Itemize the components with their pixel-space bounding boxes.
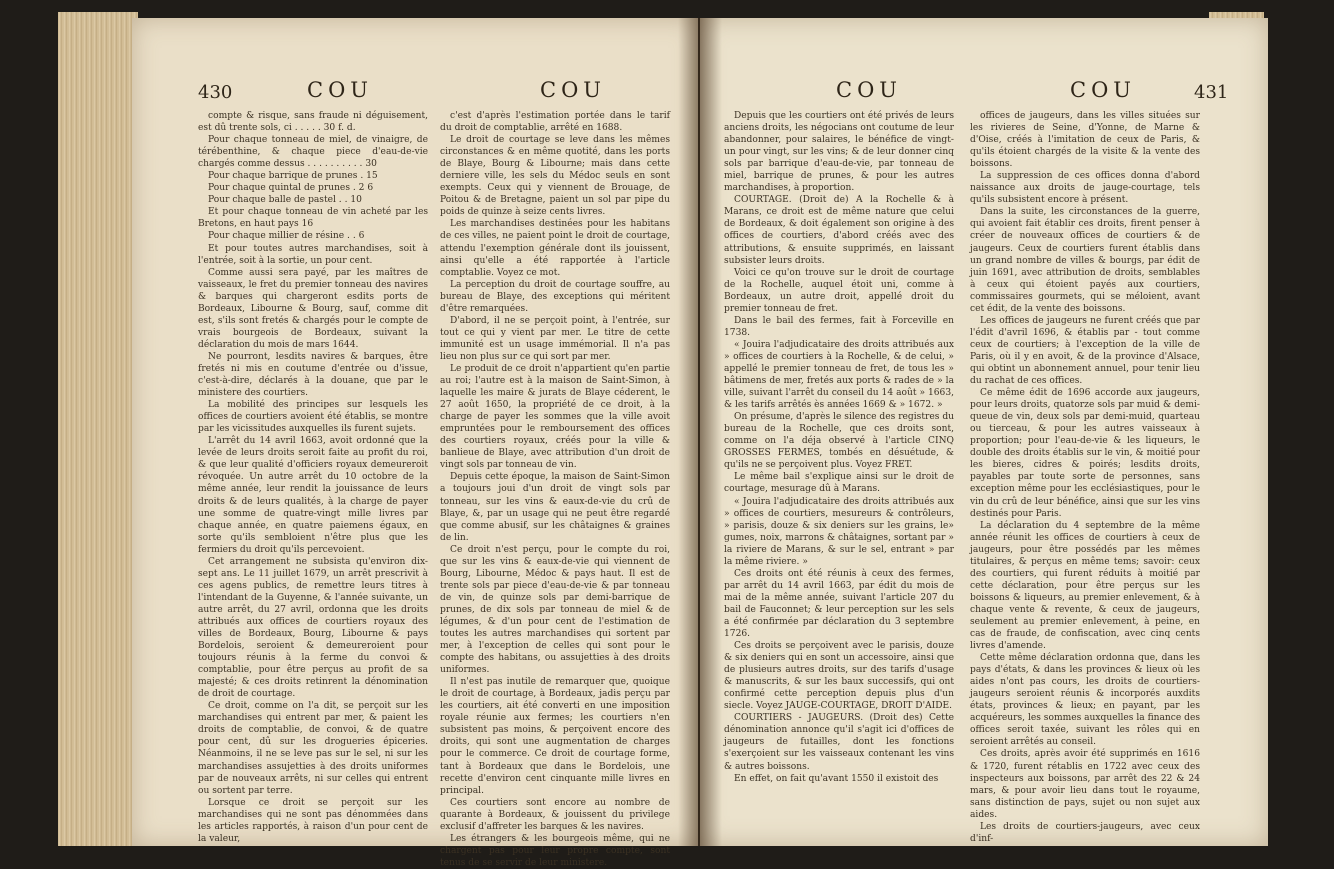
paragraph: Ces droits se perçoivent avec le parisis, douze & six deniers qui en sont un accessoire, ainsi que de plusieurs autres droits, sur des tarifs d'usage & manuscrits, & sur les baux successifs, qui ont confirmé cette perception depuis plus d'un siecle. Voyez JAUGE-COURTAGE, DROIT D'AIDE. [724, 641, 954, 712]
paragraph: Ces droits, après avoir été supprimés en 1616 & 1720, furent rétablis en 1722 avec ceux des inspecteurs aux boissons, par arrêt des 22 & 24 mars, & pour avoir lieu dans tout le royaume, sans distinction de pays, sujet ou non sujet aux aides. [970, 749, 1200, 820]
left-page-column-2 [440, 110, 670, 869]
paragraph: offices de jaugeurs, dans les villes situées sur les rivieres de Seine, d'Yonne, de Marne & d'Oise, créés à l'imitation de ceux de Paris, & qu'ils étoient chargés de la visite & la vente des boissons. [970, 111, 1200, 170]
paragraph: Les marchandises destinées pour les habitans de ces villes, ne paient point le droit de courtage, attendu l'exemption générale dont ils jouissent, ainsi qu'elle a été rapportée à l'article comptablie. Voyez ce mot. [440, 219, 670, 278]
paragraph: COURTIERS - JAUGEURS. (Droit des) Cette dénomination annonce qu'il s'agit ici d'offices de jaugeurs de futailles, dont les fonctions s'exerçoient sur les vaisseaux contenant les vins & autres boissons. [724, 713, 954, 772]
paragraph: Le même bail s'explique ainsi sur le droit de courtage, mesurage dû à Marans. [724, 472, 954, 495]
paragraph: Les offices de jaugeurs ne furent créés que par l'édit d'avril 1696, & établis par - tout comme ceux de courtiers; à l'exception de la ville de Paris, où il y en avoit, & de la province d'Alsace, qui obtint un abonnement annuel, pour tenir lieu du rachat de ces offices. [970, 315, 1200, 387]
paragraph: Depuis cette époque, la maison de Saint-Simon a toujours joui d'un droit de vingt sols par tonneau, sur les vins & eaux-de-vie du crû de Blaye, &, par un usage qui ne peut être regardé que comme abusif, sur les châtaignes & graines de lin. [440, 472, 670, 543]
paragraph: Ce droit, comme on l'a dit, se perçoit sur les marchandises qui entrent par mer, & paient les droits de comptablie, de convoi, & de quatre pour cent, dû sur les drogueries épiceries. Néanmoins, il ne se leve pas sur le sel, ni sur les marchandises assujetties à des droits uniformes par de nouveaux arrêts, ni sur celles qui entrent ou sortent par terre. [198, 701, 428, 796]
paragraph: Les droits de courtiers-jaugeurs, avec ceux d'inf- [970, 821, 1200, 844]
paragraph: Le produit de ce droit n'appartient qu'en partie au roi; l'autre est à la maison de Saint-Simon, à laquelle les maire & jurats de Blaye céderent, le 27 août 1650, la propriété de ce droit, à la charge de payer les sommes que la ville avoit empruntées pour le remboursement des offices des courtiers royaux, créés pour la ville & banlieue de Blaye, avec attribution d'un droit de vingt sols par tonneau de vin. [440, 363, 670, 471]
paragraph: Le droit de courtage se leve dans les mêmes circonstances & en même quotité, dans les ports de Blaye, Bourg & Libourne; mais dans cette derniere ville, les sels du Médoc seuls en sont exempts. Ceux qui y viennent de Brouage, de Poitou & de Bretagne, paient un sol par pipe du poids de quinze à seize cents livres. [440, 135, 670, 218]
paragraph: On présume, d'après le silence des registres du bureau de la Rochelle, que ces droits sont, comme on l'a déja observé à l'article CINQ GROSSES FERMES, tombés en désuétude, & qu'ils ne se perçoivent plus. Voyez FRET. [724, 412, 954, 471]
paragraph: Pour chaque tonneau de miel, de vinaigre, de térébenthine, & chaque piece d'eau-de-vie chargés comme dessus . . . . . . . . . . 30 [198, 135, 428, 170]
paragraph: compte & risque, sans fraude ni déguisement, est dû trente sols, ci . . . . . 30 f. d. [198, 111, 428, 134]
paragraph: Voici ce qu'on trouve sur le droit de courtage de la Rochelle, auquel étoit uni, comme à Bordeaux, un autre droit, appellé droit du premier tonneau de fret. [724, 267, 954, 314]
right-page [700, 18, 1268, 846]
book-gutter [678, 18, 722, 846]
left-page-column-1 [198, 110, 428, 845]
paragraph: Dans le bail des fermes, fait à Forceville en 1738. [724, 315, 954, 338]
paragraph: Et pour toutes autres marchandises, soit à l'entrée, soit à la sortie, un pour cent. [198, 243, 428, 266]
paragraph: D'abord, il ne se perçoit point, à l'entrée, sur tout ce qui y vient par mer. Le titre de cette immunité est un usage immémorial. Il n'a pas lieu non plus sur ce qui sort par mer. [440, 315, 670, 362]
paragraph: La mobilité des principes sur lesquels les offices de courtiers avoient été établis, se montre par les vicissitudes auxquelles ils furent sujets. [198, 400, 428, 435]
paragraph: Cet arrangement ne subsista qu'environ dix-sept ans. Le 11 juillet 1679, un arrêt prescrivit à ces agens publics, de remettre leurs titres à l'intendant de la Guyenne, & l'année suivante, un autre arrêt, du 27 avril, ordonna que les droits attribués aux offices de courtiers royaux des villes de Bordeaux, Bourg, Libourne & pays Bordelois, seroient & demeureroient pour toujours réunis à la ferme du convoi & comptablie, pour être perçus au profit de sa majesté; & ces droits retinrent la dénomination de droit de courtage. [198, 556, 428, 700]
paragraph: L'arrêt du 14 avril 1663, avoit ordonné que la levée de leurs droits seroit faite au profit du roi, & que leur qualité d'officiers royaux demeureroit révoquée. Un autre arrêt du 10 octobre de la même année, leur rendit la jouissance de leurs droits & de leurs qualités, à la charge de payer une somme de quatre-vingt mille livres par chaque année, en quatre paiemens égaux, en sorte qu'ils sembloient n'être plus que les fermiers du droit qu'ils percevoient. [198, 436, 428, 555]
left-header-word-2: COU [540, 78, 606, 102]
right-header-word-2: COU [1070, 78, 1136, 102]
paragraph: La perception du droit de courtage souffre, au bureau de Blaye, des exceptions qui méritent d'être remarquées. [440, 279, 670, 314]
right-header-word-1: COU [836, 78, 902, 102]
left-page-number: 430 [198, 82, 233, 103]
left-page [132, 18, 698, 868]
left-page-edges [58, 12, 138, 846]
paragraph: Pour chaque balle de pastel . . 10 [208, 195, 362, 206]
right-page-number: 431 [1194, 82, 1229, 103]
paragraph: Cette même déclaration ordonna que, dans les pays d'états, & dans les provinces & lieux où les aides n'ont pas cours, les droits de courtiers-jaugeurs seroient réunis & incorporés auxdits états, provinces & lieux; en payant, par les acquéreurs, les sommes auxquelles la finance des offices seroit taxée, suivant les rôles qui en seroient arrêtés au conseil. [970, 653, 1201, 748]
paragraph: Ne pourront, lesdits navires & barques, être fretés ni mis en coutume d'entrée ou d'issue, c'est-à-dire, déclarés à la douane, que par le ministere des courtiers. [198, 351, 428, 399]
paragraph: « Jouira l'adjudicataire des droits attribués aux » offices de courtiers, mesureurs & contrôleurs, » parisis, douze & six deniers sur les grains, le» gumes, noix, marrons & châtaignes, sortant par » la riviere de Marans, & sur le sel, entrant » par la même riviere. » [724, 496, 954, 567]
paragraph: La suppression de ces offices donna d'abord naissance aux droits de jauge-courtage, tels qu'ils subsistent encore à présent. [970, 171, 1200, 206]
paragraph: Et pour chaque tonneau de vin acheté par les Bretons, en haut pays 16 [198, 207, 428, 230]
paragraph: Depuis que les courtiers ont été privés de leurs anciens droits, les négocians ont coutume de leur abandonner, pour salaires, le bénéfice de vingt-un pour vingt, sur les vins; & de leur donner cinq sols par barrique d'eau-de-vie, par tonneau de miel, barrique de prunes, & pour les autres marchandises, à proportion. [724, 111, 954, 194]
paragraph: « Jouira l'adjudicataire des droits attribués aux » offices de courtiers à la Rochelle, & de celui, » appellé le premier tonneau de fret, de tous les » bâtimens de mer, fretés aux ports & rades de » la ville, suivant l'arrêt du conseil du 14 août » 1663, & les tarifs arrêtés ès années 1669 & » 1672. » [724, 339, 954, 411]
paragraph: En effet, on fait qu'avant 1550 il existoit des [734, 773, 939, 784]
right-page-header [700, 70, 1268, 104]
paragraph: Ce même édit de 1696 accorde aux jaugeurs, pour leurs droits, quatorze sols par muid & demi-queue de vin, deux sols par demi-muid, quarteau ou tierceau, & pour les autres vaisseaux à proportion; pour l'eau-de-vie & les liqueurs, le double des droits établis sur le vin, & moitié pour les bieres, cidres & poirés; lesdits droits, payables par toute sorte de personnes, sans exception même pour les ecclésiastiques, pour le vin du crû de leur bénéfice, ainsi que sur les vins destinés pour Paris. [970, 388, 1200, 519]
paragraph: Comme aussi sera payé, par les maîtres de vaisseaux, le fret du premier tonneau des navires & barques qui chargeront esdits ports de Bordeaux, Libourne & Bourg, sauf, comme dit est, s'ils sont fretés & chargés pour le compte de vrais bourgeois de Bordeaux, suivant la déclaration du mois de mars 1644. [198, 267, 428, 350]
paragraph: COURTAGE. (Droit de) A la Rochelle & à Marans, ce droit est de même nature que celui de Bordeaux, & doit également son origine à des offices de courtiers, d'abord créés avec des attributions, & ensuite supprimés, en laissant subsister leurs droits. [724, 195, 954, 266]
left-page-header [132, 70, 698, 104]
paragraph: Pour chaque barrique de prunes . 15 [208, 171, 378, 182]
paragraph: Lorsque ce droit se perçoit sur les marchandises qui ne sont pas dénommées dans les articles rapportés, à raison d'un pour cent de la valeur, [198, 797, 428, 844]
left-header-word-1: COU [307, 78, 373, 102]
right-page-column-1 [724, 110, 954, 785]
paragraph: La déclaration du 4 septembre de la même année réunit les offices de courtiers à ceux de jaugeurs, pour être possédés par les mêmes titulaires, & perçus en même tems; savoir: ceux des courtiers, qui furent réduits à moitié par cette déclaration, pour être perçus sur les boissons & liqueurs, au premier enlevement, & à chaque vente & revente, & ceux de jaugeurs, seulement au premier enlevement, à peine, en cas de fraude, de confiscation, avec cinq cents livres d'amende. [970, 520, 1200, 652]
paragraph: Les étrangers & les bourgeois même, qui ne chargent pas pour leur propre compte, sont tenus de se servir de leur ministere. [440, 833, 670, 868]
paragraph: Ces droits ont été réunis à ceux des fermes, par arrêt du 14 avril 1663, par édit du mois de mai de la même année, suivant l'article 207 du bail de Fauconnet; & leur perception sur les sels a été confirmée par déclaration du 3 septembre 1726. [724, 568, 954, 640]
paragraph: Dans la suite, les circonstances de la guerre, qui avoient fait établir ces droits, firent penser à créer de nouveaux offices de courtiers & de jaugeurs. Ceux de courtiers furent établis dans un grand nombre de villes & bourgs, par édit de juin 1691, avec attribution de droits, semblables à ceux qui étoient payés aux courtiers, commissaires gourmets, qui se méloient, avant cet édit, de la vente des boissons. [970, 207, 1200, 314]
paragraph: Ce droit n'est perçu, pour le compte du roi, que sur les vins & eaux-de-vie qui viennent de Bourg, Libourne, Médoc & pays haut. Il est de trente sols par piece d'eau-de-vie & par tonneau de vin, de quinze sols par demi-barrique de prunes, de dix sols par tonneau de miel & de légumes, & d'un pour cent de l'estimation de toutes les autres marchandises qui sortent par mer, à l'exception de celles qui sont pour le compte des habitans, ou assujetties à des droits uniformes. [440, 544, 670, 676]
paragraph: Pour chaque quintal de prunes . 2 6 [208, 183, 374, 194]
paragraph: Pour chaque millier de résine . . 6 [208, 231, 365, 242]
paragraph: Ces courtiers sont encore au nombre de quarante à Bordeaux, & jouissent du privilege exclusif d'affreter les barques & les navires. [440, 797, 670, 832]
right-page-column-2 [970, 110, 1200, 845]
paragraph: c'est d'après l'estimation portée dans le tarif du droit de comptablie, arrêté en 1688. [440, 111, 670, 134]
paragraph: Il n'est pas inutile de remarquer que, quoique le droit de courtage, à Bordeaux, jadis perçu par les courtiers, ait été converti en une imposition royale réunie aux fermes; les courtiers n'en subsistent pas moins, & perçoivent encore des droits, qui sont une augmentation de charges pour le commerce. Ce droit de courtage forme, tant à Bordeaux que dans le Bordelois, une recette d'environ cent cinquante mille livres en principal. [440, 677, 670, 796]
